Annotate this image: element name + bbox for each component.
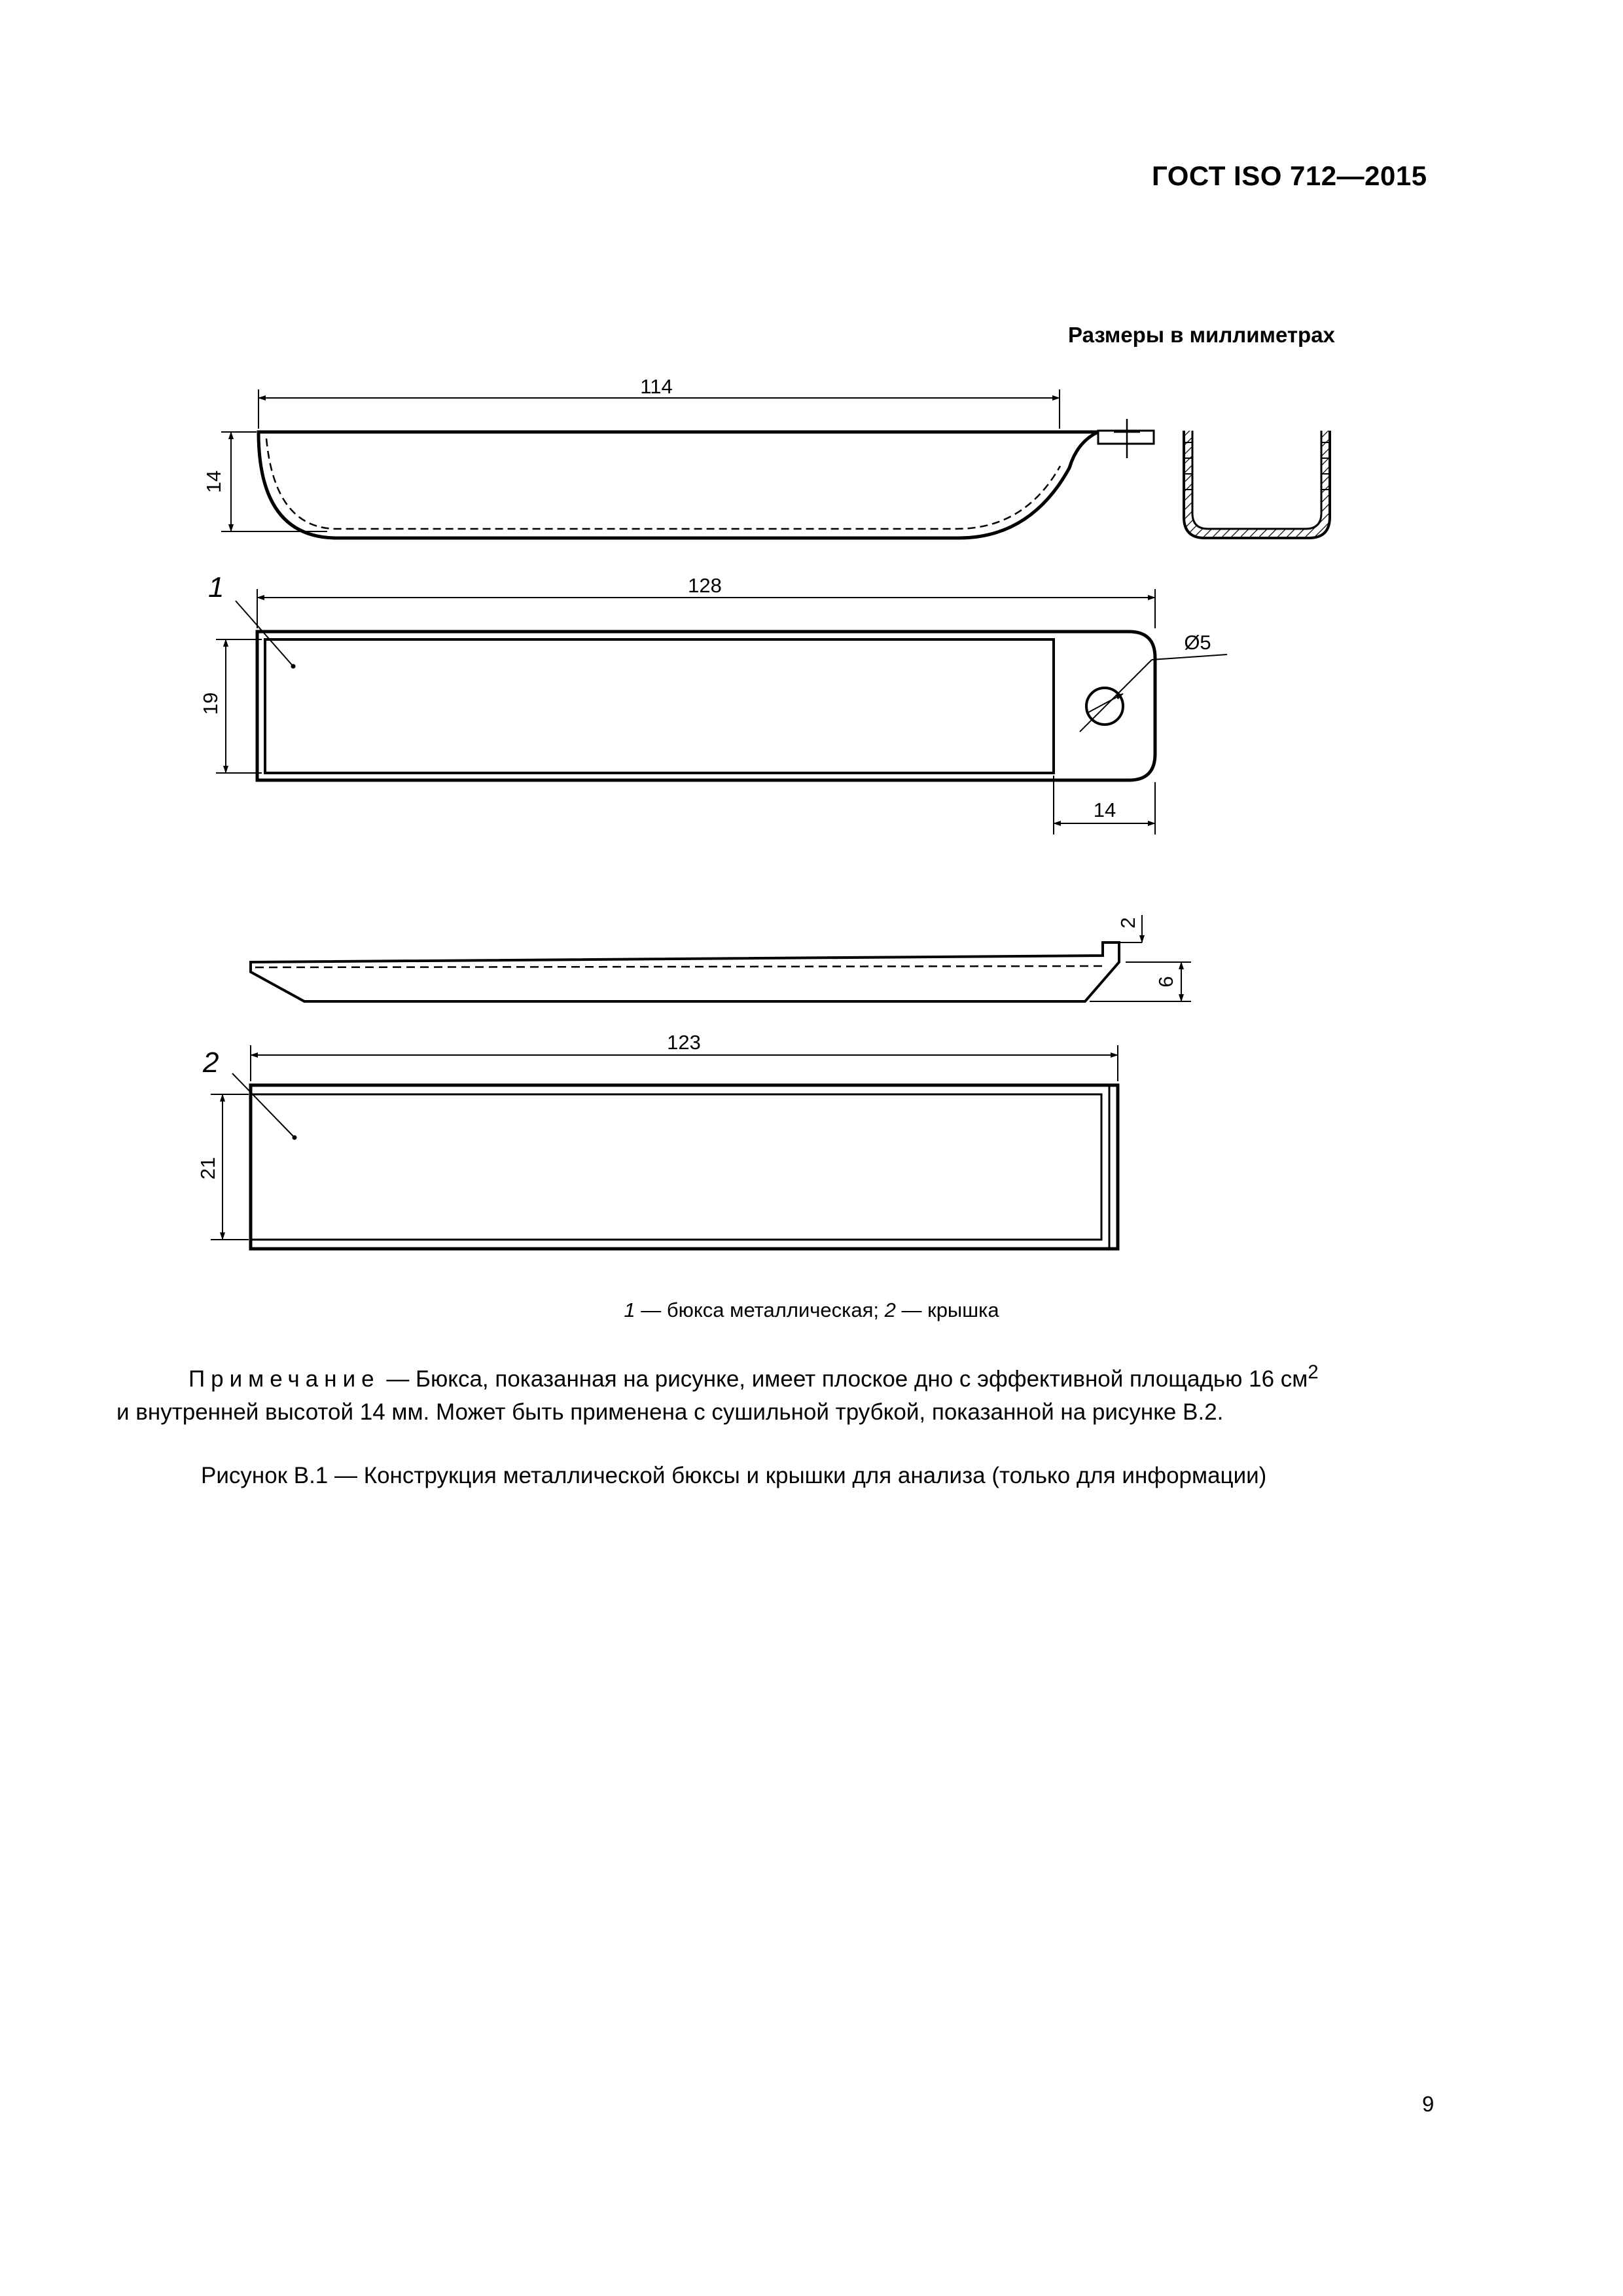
- dim-19: 19: [199, 692, 222, 715]
- callout-2: 2: [203, 1047, 219, 1079]
- dim-2: 2: [1116, 917, 1139, 929]
- dish-top-view: [236, 601, 1227, 780]
- legend-item1-number: 1: [624, 1299, 635, 1321]
- document-header: ГОСТ ISO 712—2015: [1152, 160, 1427, 191]
- legend-item2-number: 2: [884, 1299, 896, 1321]
- note-label: Примечание: [188, 1366, 380, 1392]
- note-paragraph: [116, 1356, 1425, 1429]
- figure-caption: Рисунок В.1 — Конструкция металлической бюксы и крышки для анализа (только для информации): [201, 1463, 1267, 1488]
- dish-side-view: [259, 419, 1154, 538]
- dim-21: 21: [196, 1157, 219, 1180]
- legend-item1-text: — бюкса металлическая;: [635, 1299, 885, 1321]
- note-line2: и внутренней высотой 14 мм. Может быть применена с сушильной трубкой, показанной на рисунке В.2.: [116, 1399, 1224, 1425]
- dim-diameter: Ø5: [1184, 631, 1211, 654]
- dim-14-height: 14: [202, 470, 225, 493]
- legend-item2-text: — крышка: [895, 1299, 999, 1321]
- note-text: — Бюкса, показанная на рисунке, имеет плоское дно с эффективной площадью 16 см: [380, 1366, 1308, 1392]
- units-note: Размеры в миллиметрах: [1068, 323, 1335, 347]
- page-number: 9: [1422, 2092, 1435, 2116]
- dim-123: 123: [667, 1031, 701, 1054]
- lid-top-view: [232, 1073, 1118, 1249]
- lid-side-view: [251, 942, 1119, 1001]
- dim-14-tab: 14: [1093, 798, 1116, 821]
- dim-114: 114: [640, 375, 673, 398]
- dim-128: 128: [688, 574, 722, 597]
- dim-6: 6: [1154, 976, 1177, 988]
- note-superscript: 2: [1308, 1362, 1319, 1383]
- dish-cross-section: [1184, 431, 1330, 538]
- figure-legend: [0, 1299, 1623, 1322]
- callout-1: 1: [208, 571, 224, 603]
